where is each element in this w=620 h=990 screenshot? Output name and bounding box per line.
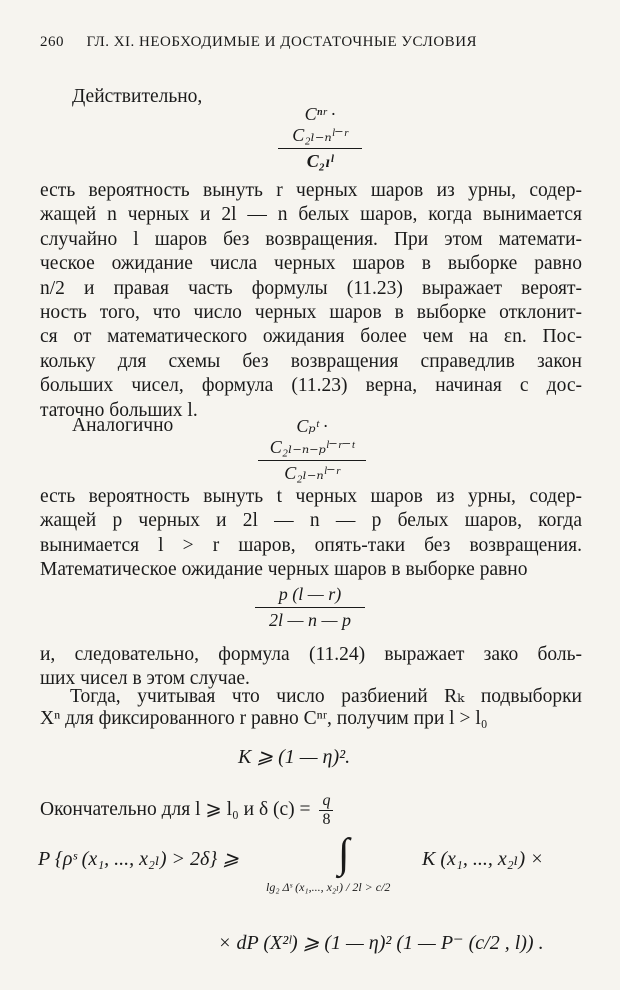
paragraph-1-line: больших чисел, формула (11.23) верна, начиная с дос- [40,375,582,397]
paragraph-1-line: случайно l шаров без возвращения. При этом математи- [40,228,582,250]
formula-1 [278,104,362,172]
formula-5-right: K (x₁, ..., x₂ₗ) × [422,848,544,870]
paragraph-2-line: вынимается l > r шаров, опять-таки без возвращения. [40,534,582,556]
formula-6: × dP (X²ˡ) ⩾ (1 — η)² (1 — P⁻ (c/2 , l)) . [218,932,544,954]
formula-1-numerator: Cⁿʳ · C₂ₗ₋ₙˡ⁻ʳ [292,104,348,145]
paragraph-3-line: и, следовательно, формула (11.24) выражает зако боль- [40,644,582,665]
chapter-title: ГЛ. XI. НЕОБХОДИМЫЕ И ДОСТАТОЧНЫЕ УСЛОВИЯ [86,34,478,50]
final-fraction-den: 8 [319,810,333,829]
final-fraction [319,792,333,829]
formula-3 [255,584,365,631]
formula-3-denominator: 2l — n — p [268,610,351,630]
integral-sign: ∫ [338,831,350,877]
formula-1-denominator: C₂ₗˡ [306,151,334,171]
page-number: 260 [40,34,64,50]
formula-3-numerator: p (l — r) [278,584,342,604]
paragraph-4-line: Тогда, учитывая что число разбиений Rₖ подвыборки [70,686,582,707]
final-intro-text: Окончательно для l ⩾ l₀ и δ (c) = [40,798,311,820]
paragraph-1-line: кольку для схемы без возвращения справедлив закон [40,350,582,372]
paragraph-3-line: ших чисел в этом случае. [40,668,250,690]
paragraph-1-line: ся от математического ожидания более чем на εn. Пос- [40,326,582,348]
formula-5-left: P {ρˢ (x₁, ..., x₂ₗ) > 2δ} ⩾ [38,848,240,870]
paragraph-1-line: жащей n черных и 2l — n белых шаров, когда вынимается [40,204,582,226]
final-fraction-num: q [322,792,331,809]
paragraph-1-line: n/2 и правая часть формулы (11.23) выражает вероят- [40,277,582,299]
integral-condition: lg₂ Δˢ (x₁,..., x₂ₗ) / 2l > c/2 [266,880,391,894]
formula-2-numerator: Cₚᵗ · C₂ₗ₋ₙ₋ₚˡ⁻ʳ⁻ᵗ [269,416,355,457]
paragraph-2-line: Математическое ожидание черных шаров в выборке равно [40,559,528,581]
running-header [40,34,477,51]
intro-text-2: Аналогично [72,415,174,436]
paragraph-2-line: есть вероятность вынуть t черных шаров из урны, содер- [40,486,582,507]
formula-2-denominator: C₂ₗ₋ₙˡ⁻ʳ [284,463,340,483]
paragraph-2-line: жащей p черных и 2l — n — p белых шаров, когда [40,510,582,532]
formula-4: K ⩾ (1 — η)². [238,746,351,768]
formula-2 [258,416,366,484]
paragraph-1-line: есть вероятность вынуть r черных шаров из урны, содер- [40,180,582,201]
paragraph-1-line: ческое ожидание числа черных шаров в выборке равно [40,253,582,275]
paragraph-1-line: ность того, что число черных шаров в выборке отклонит- [40,302,582,323]
paragraph-1-line: таточно больших l. [40,399,198,421]
final-intro [40,792,333,829]
intro-text-1: Действительно, [72,86,203,107]
paragraph-4-line: Xⁿ для фиксированного r равно Cⁿʳ, получим при l > l₀ [40,708,488,730]
